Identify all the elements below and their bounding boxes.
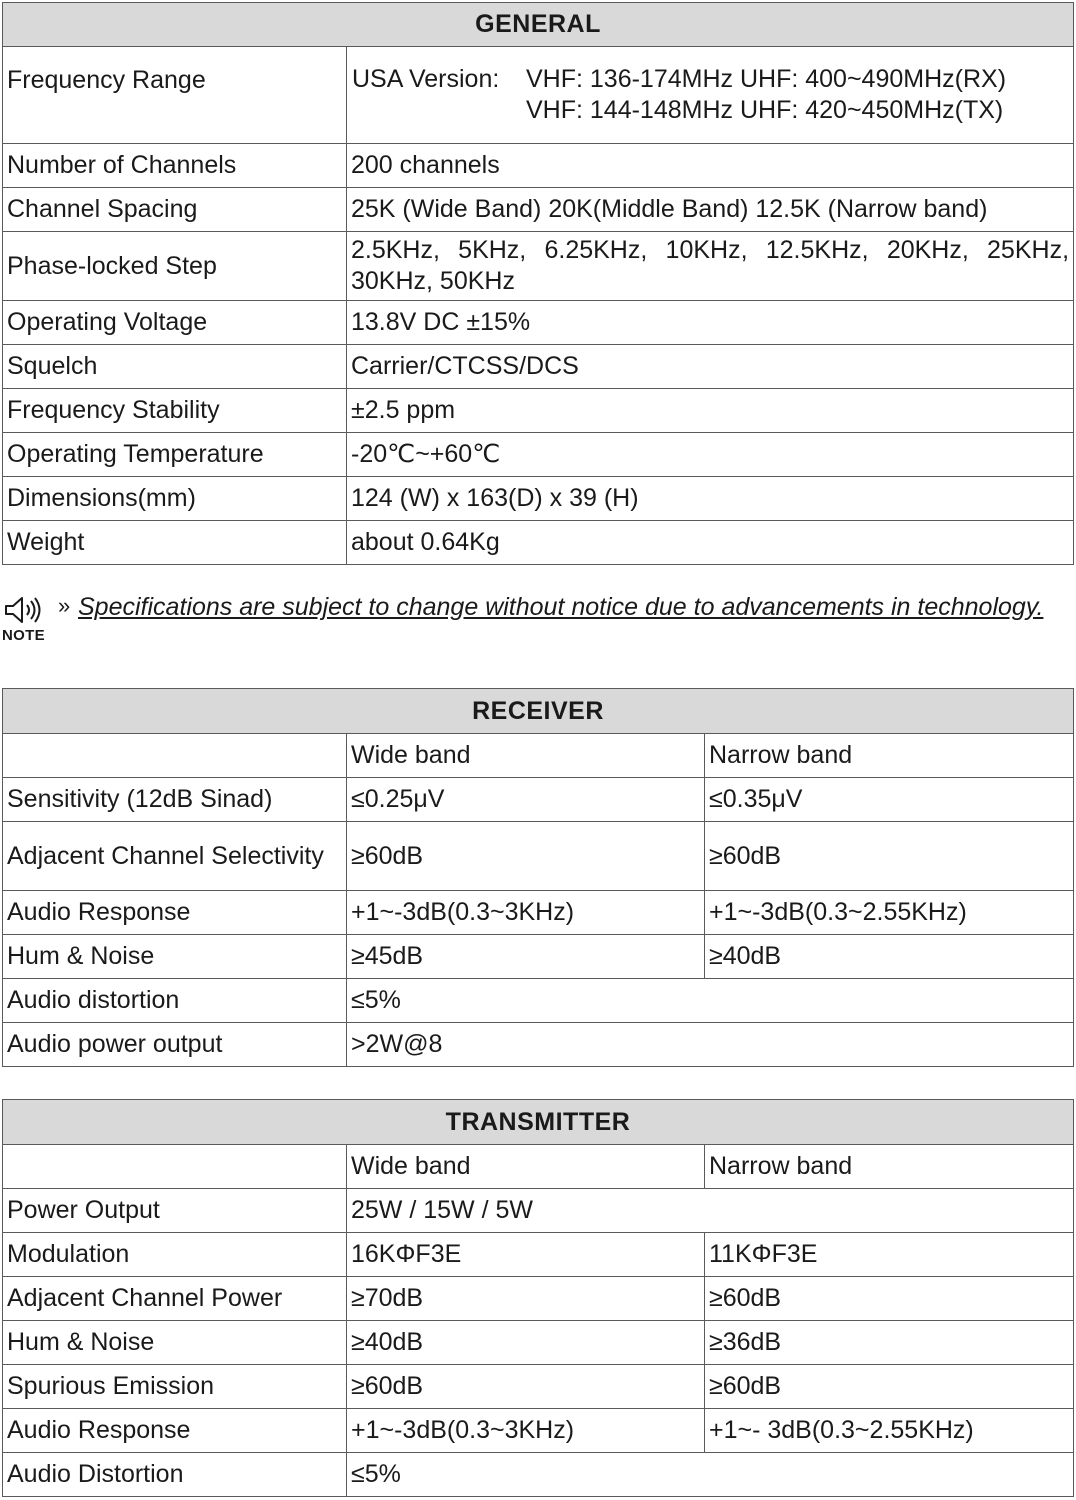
spec-value-wide: ≥70dB [347, 1277, 705, 1321]
spec-value: ≤5% [347, 1453, 1074, 1497]
transmitter-section-header: TRANSMITTER [3, 1100, 1074, 1145]
spec-value-wide: ≥45dB [347, 935, 705, 979]
frequency-range-value [347, 47, 1074, 144]
spec-value-wide: +1~-3dB(0.3~3KHz) [347, 1409, 705, 1453]
spec-value: about 0.64Kg [347, 521, 1074, 565]
spec-label: Squelch [3, 345, 347, 389]
table-row [3, 1189, 1074, 1233]
spec-label: Audio Distortion [3, 1453, 347, 1497]
empty-header-cell [3, 734, 347, 778]
transmitter-spec-table [2, 1099, 1074, 1497]
spec-value-narrow: 11KΦF3E [705, 1233, 1074, 1277]
column-header-wide: Wide band [347, 734, 705, 778]
spec-label: Spurious Emission [3, 1365, 347, 1409]
spec-value-narrow: ≥60dB [705, 1365, 1074, 1409]
spec-label: Adjacent Channel Power [3, 1277, 347, 1321]
note-arrow: » [58, 593, 71, 618]
table-row [3, 47, 1074, 144]
table-row [3, 891, 1074, 935]
spec-label: Operating Temperature [3, 433, 347, 477]
spec-label: Modulation [3, 1233, 347, 1277]
general-spec-table [2, 2, 1074, 565]
table-row [3, 1409, 1074, 1453]
frequency-range-tx: VHF: 144-148MHz UHF: 420~450MHz(TX) [526, 96, 1004, 124]
spec-value-wide: +1~-3dB(0.3~3KHz) [347, 891, 705, 935]
note-block [2, 591, 1074, 661]
spec-label: Weight [3, 521, 347, 565]
table-row [3, 232, 1074, 301]
spec-value: -20℃~+60℃ [347, 433, 1074, 477]
spec-label: Operating Voltage [3, 301, 347, 345]
spec-value-narrow: +1~- 3dB(0.3~2.55KHz) [705, 1409, 1074, 1453]
table-row [3, 1365, 1074, 1409]
spec-label: Power Output [3, 1189, 347, 1233]
spec-label: Audio distortion [3, 979, 347, 1023]
spec-label: Hum & Noise [3, 935, 347, 979]
table-row [3, 188, 1074, 232]
spec-value: 124 (W) x 163(D) x 39 (H) [347, 477, 1074, 521]
spec-value-narrow: ≥60dB [705, 822, 1074, 891]
spec-label: Number of Channels [3, 144, 347, 188]
note-text: Specifications are subject to change without notice due to advancements in technology. [78, 593, 1044, 621]
table-row [3, 433, 1074, 477]
receiver-section-header: RECEIVER [3, 689, 1074, 734]
receiver-spec-table [2, 688, 1074, 1067]
table-row [3, 1145, 1074, 1189]
frequency-range-prefix: USA Version: [352, 65, 500, 93]
spec-label: Dimensions(mm) [3, 477, 347, 521]
table-row [3, 1233, 1074, 1277]
table-row [3, 1321, 1074, 1365]
spec-value: 13.8V DC ±15% [347, 301, 1074, 345]
spec-label: Frequency Stability [3, 389, 347, 433]
table-row [3, 734, 1074, 778]
column-header-narrow: Narrow band [705, 734, 1074, 778]
spec-value-narrow: ≥40dB [705, 935, 1074, 979]
spec-value: ±2.5 ppm [347, 389, 1074, 433]
speaker-icon [4, 595, 48, 625]
spec-value: 25K (Wide Band) 20K(Middle Band) 12.5K (Narrow band) [347, 188, 1074, 232]
spec-value-narrow: ≥36dB [705, 1321, 1074, 1365]
spec-value-wide: ≥40dB [347, 1321, 705, 1365]
general-section-header: GENERAL [3, 3, 1074, 47]
note-icon-group [4, 595, 48, 647]
table-row [3, 345, 1074, 389]
table-row [3, 521, 1074, 565]
table-row [3, 389, 1074, 433]
spec-value: 2.5KHz, 5KHz, 6.25KHz, 10KHz, 12.5KHz, 20KHz, 25KHz, 30KHz, 50KHz [347, 232, 1074, 301]
spec-label: Sensitivity (12dB Sinad) [3, 778, 347, 822]
table-row [3, 935, 1074, 979]
spec-value: 200 channels [347, 144, 1074, 188]
spec-value-narrow: ≤0.35μV [705, 778, 1074, 822]
note-label: NOTE [2, 627, 45, 644]
table-row [3, 979, 1074, 1023]
spec-label: Adjacent Channel Selectivity [3, 822, 347, 891]
table-row [3, 301, 1074, 345]
spec-label: Hum & Noise [3, 1321, 347, 1365]
spec-value: 25W / 15W / 5W [347, 1189, 1074, 1233]
table-row [3, 822, 1074, 891]
spec-value-wide: ≤0.25μV [347, 778, 705, 822]
spec-value: >2W@8 [347, 1023, 1074, 1067]
column-header-wide: Wide band [347, 1145, 705, 1189]
table-row [3, 1277, 1074, 1321]
spec-label: Audio Response [3, 1409, 347, 1453]
spec-value-narrow: ≥60dB [705, 1277, 1074, 1321]
spec-value-narrow: +1~-3dB(0.3~2.55KHz) [705, 891, 1074, 935]
frequency-range-rx: VHF: 136-174MHz UHF: 400~490MHz(RX) [526, 65, 1007, 93]
spec-label: Audio Response [3, 891, 347, 935]
spec-label: Audio power output [3, 1023, 347, 1067]
spec-label: Frequency Range [3, 47, 347, 144]
column-header-narrow: Narrow band [705, 1145, 1074, 1189]
spec-value-wide: ≥60dB [347, 1365, 705, 1409]
spec-value-wide: ≥60dB [347, 822, 705, 891]
spec-label: Channel Spacing [3, 188, 347, 232]
table-row [3, 144, 1074, 188]
spec-label: Phase-locked Step [3, 232, 347, 301]
spec-value-wide: 16KΦF3E [347, 1233, 705, 1277]
table-row [3, 1023, 1074, 1067]
table-row [3, 1453, 1074, 1497]
table-row [3, 477, 1074, 521]
spec-value: ≤5% [347, 979, 1074, 1023]
spec-value: Carrier/CTCSS/DCS [347, 345, 1074, 389]
empty-header-cell [3, 1145, 347, 1189]
table-row [3, 778, 1074, 822]
